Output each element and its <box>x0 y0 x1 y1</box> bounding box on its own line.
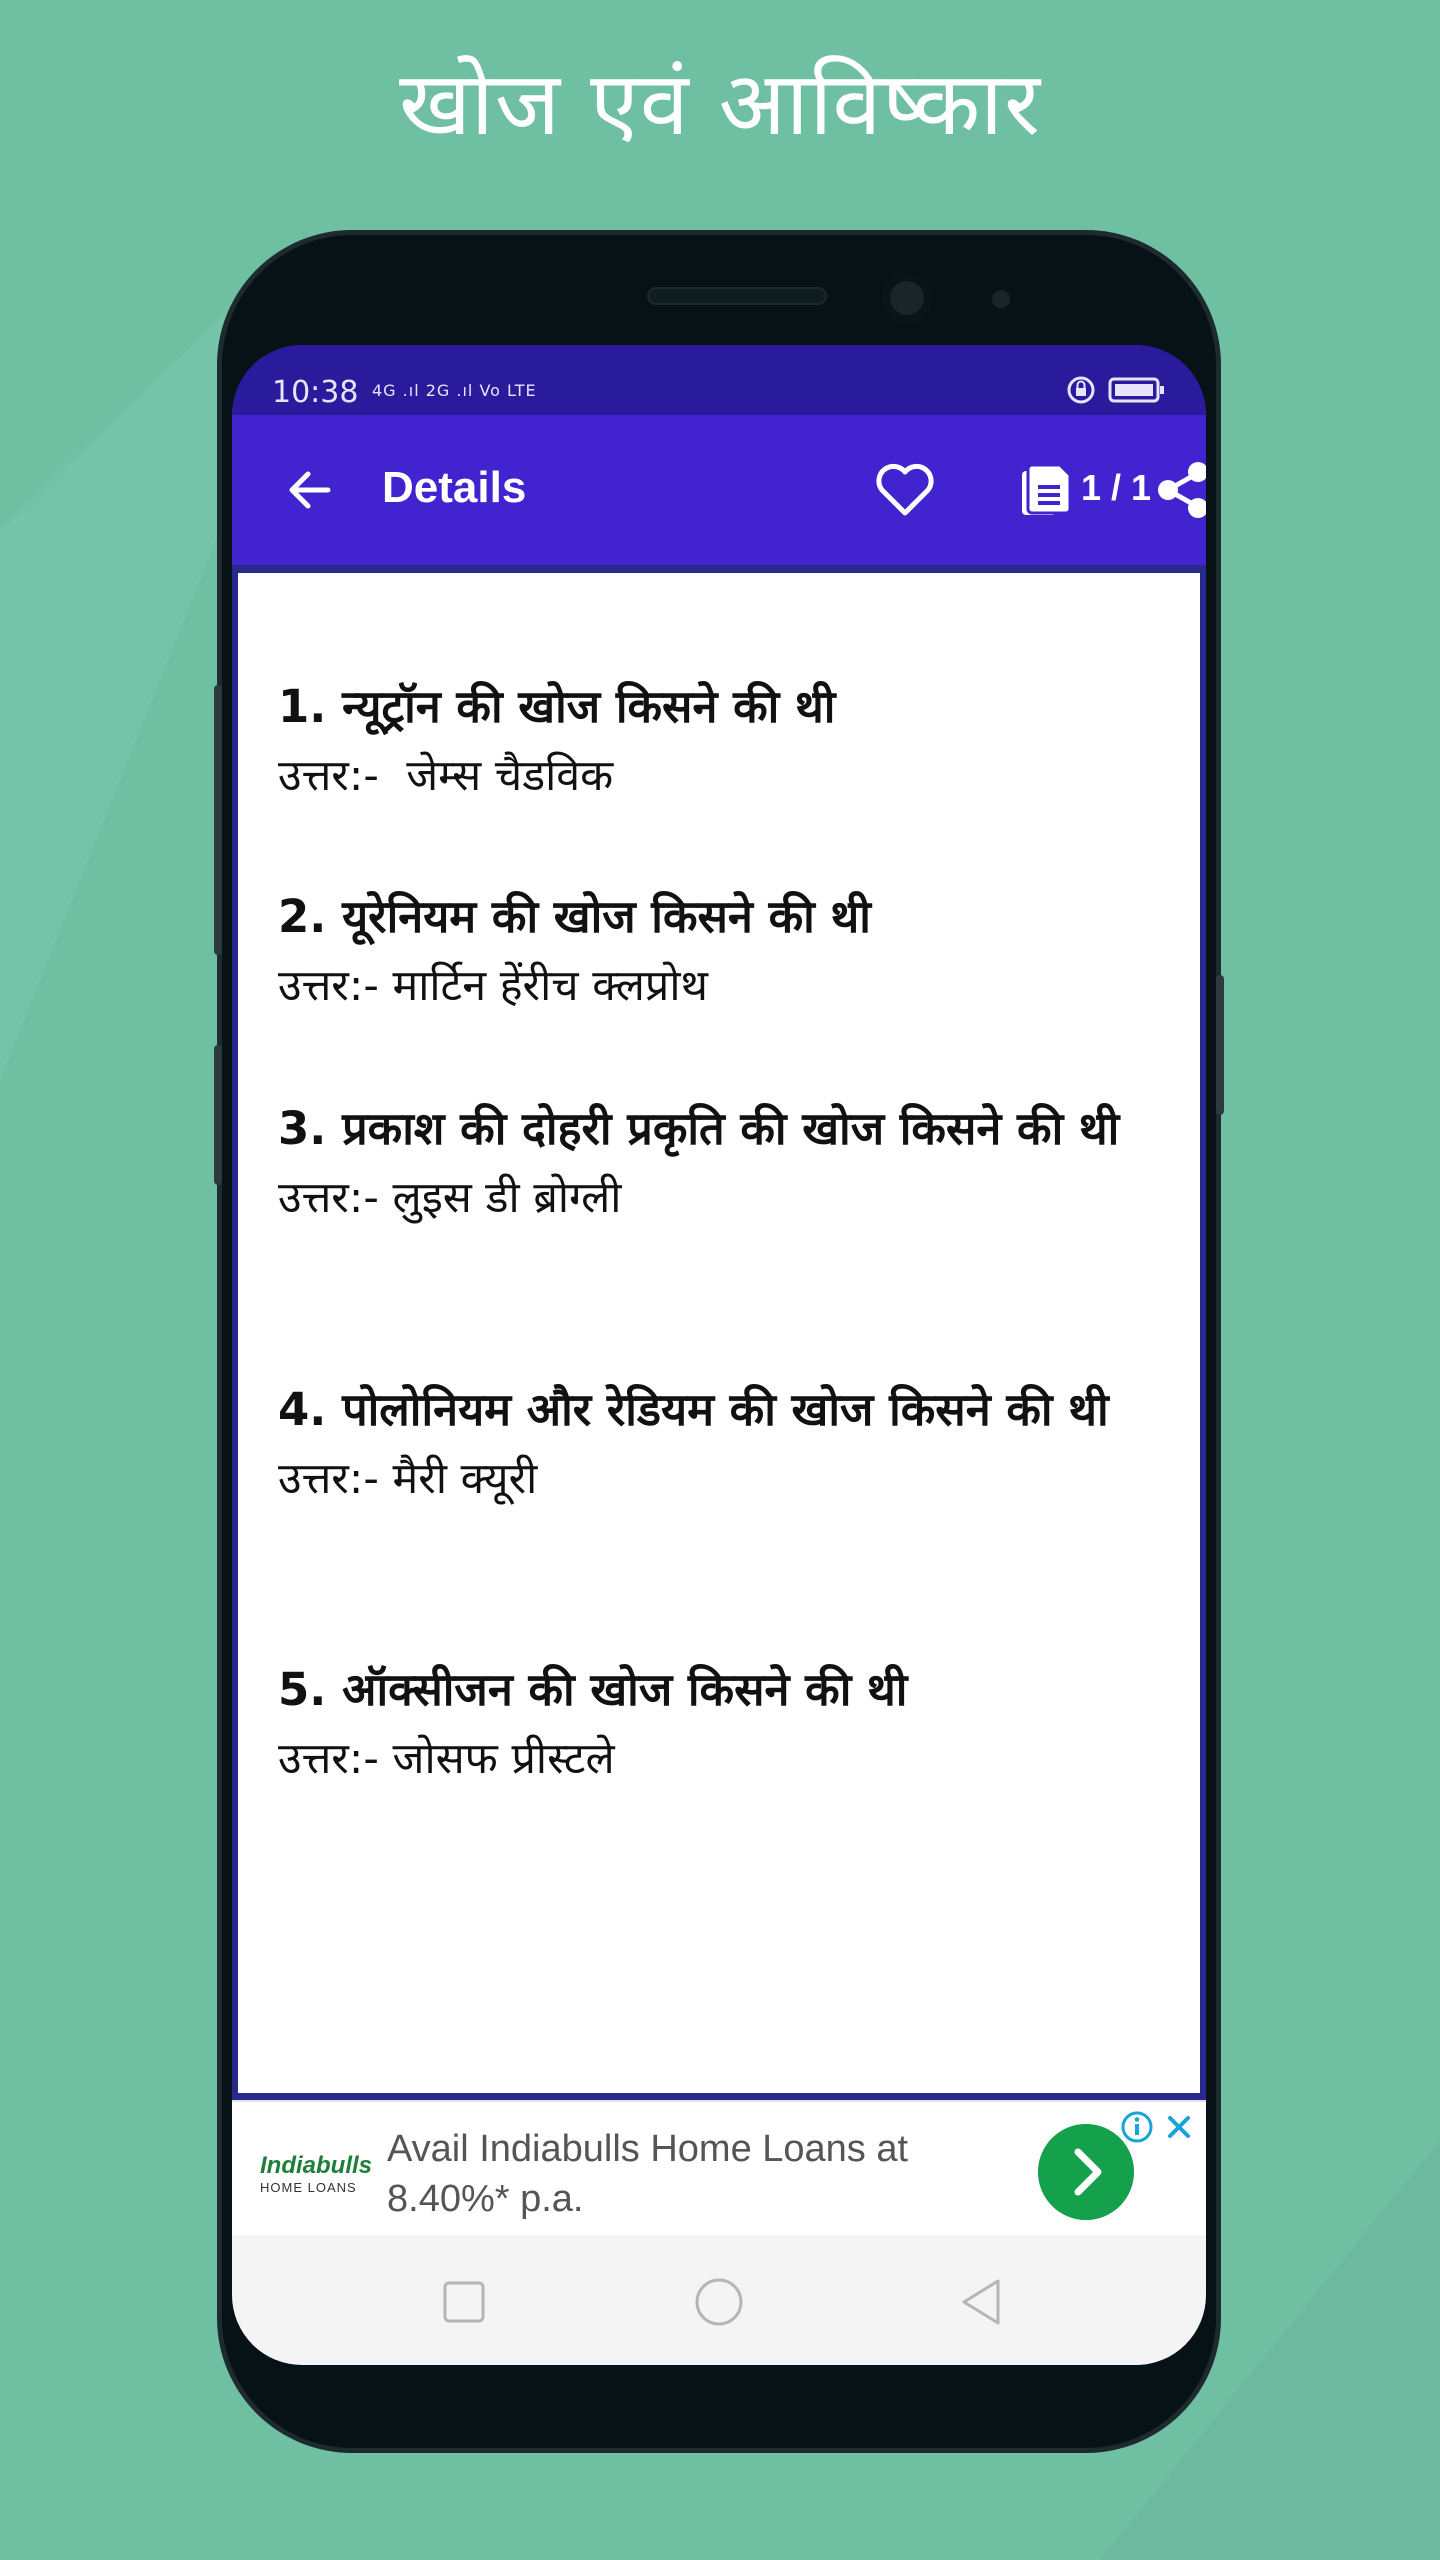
answer-text: उत्तर:- मार्टिन हेंरीच क्लप्रोथ <box>278 961 708 1011</box>
heart-icon[interactable] <box>872 457 938 523</box>
question-text: 4. पोलोनियम और रेडियम की खोज किसने की थी <box>278 1383 1109 1436</box>
copy-icon[interactable] <box>1012 457 1078 523</box>
answer-text: उत्तर:- मैरी क्यूरी <box>278 1454 538 1504</box>
question-text: 3. प्रकाश की दोहरी प्रकृति की खोज किसने की थी <box>278 1102 1120 1155</box>
page-indicator: 1 / 1 <box>1080 467 1151 508</box>
battery-icon <box>1108 376 1166 404</box>
answer-text: उत्तर:- जोसफ प्रीस्टले <box>278 1734 615 1784</box>
back-arrow-icon[interactable] <box>280 460 340 520</box>
content-frame <box>232 565 1206 2100</box>
ad-logo-sub: HOME LOANS <box>260 2180 357 2195</box>
list-item <box>278 1095 1158 1233</box>
ad-close-icon[interactable] <box>1162 2110 1196 2144</box>
list-item <box>278 883 1158 1021</box>
recent-apps-icon[interactable] <box>437 2275 491 2329</box>
status-bar <box>232 345 1206 415</box>
system-nav-bar <box>232 2235 1206 2365</box>
power-button <box>1216 975 1224 1115</box>
volume-button <box>214 685 222 955</box>
question-text: 1. न्यूट्रॉन की खोज किसने की थी <box>278 680 836 733</box>
answer-text: उत्तर:- लुइस डी ब्रोग्ली <box>278 1173 622 1223</box>
list-item <box>278 673 1158 811</box>
share-icon[interactable] <box>1150 457 1206 523</box>
ad-banner[interactable] <box>232 2100 1206 2237</box>
phone-screen <box>232 345 1206 2365</box>
network-indicators: 4G .ıl 2G .ıl Vo LTE <box>372 381 537 400</box>
ad-text[interactable]: Avail Indiabulls Home Loans at 8.40%* p.a. <box>387 2128 909 2220</box>
home-icon[interactable] <box>692 2275 746 2329</box>
proximity-sensor <box>992 290 1010 308</box>
front-camera <box>882 273 932 323</box>
ad-logo <box>260 2152 373 2195</box>
earpiece-speaker <box>647 287 827 305</box>
back-icon[interactable] <box>954 2275 1008 2329</box>
app-toolbar <box>232 415 1206 565</box>
list-item <box>278 1656 1158 1794</box>
volume-button-lower <box>214 1045 222 1185</box>
status-time: 10:38 <box>272 375 359 410</box>
phone-frame <box>222 235 1216 2448</box>
ad-info-icon[interactable] <box>1120 2110 1154 2144</box>
question-text: 2. यूरेनियम की खोज किसने की थी <box>278 890 871 943</box>
promo-headline: खोज एवं आविष्कार <box>399 52 1041 155</box>
question-text: 5. ऑक्सीजन की खोज किसने की थी <box>278 1663 908 1716</box>
details-content[interactable] <box>238 573 1200 2093</box>
page-title: Details <box>382 463 527 512</box>
answer-text: उत्तर:- जेम्स चैडविक <box>278 751 614 801</box>
list-item <box>278 1376 1158 1514</box>
ad-logo-name: Indiabulls <box>260 2152 373 2179</box>
rotation-lock-icon <box>1066 375 1096 405</box>
